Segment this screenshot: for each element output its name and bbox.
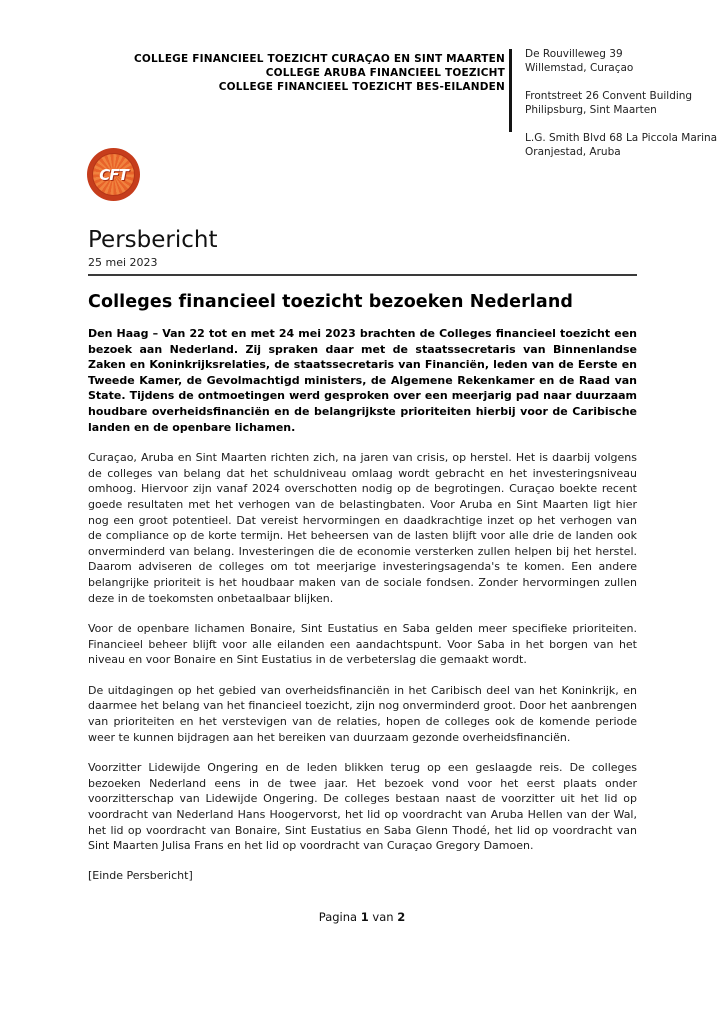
address-line: De Rouvilleweg 39 [525,48,623,60]
end-note: [Einde Persbericht] [88,868,193,882]
header-college-names [134,52,505,94]
article-text [88,326,637,854]
address-block-aruba [525,131,717,159]
lead-paragraph: Den Haag – Van 22 tot en met 24 mei 2023 brachten de Colleges financieel toezicht een bezoek aan Nederland. Zij spraken daar met de staatssecretaris van Binnenlandse Zaken en Koninkrijksrelaties, de staatssecretaris van Financiën, leden van de Eerste en Tweede Kamer, de Gevolmachtigd ministers, de Algemene Rekenkamer en de Raad van State. Tijdens de ontmoetingen werd gesproken over een meerjarig pad naar duurzaam houdbare overheidsfinanciën en de belangrijkste prioriteiten hierbij voor de Caribische landen en de openbare lichamen. [88,327,637,434]
body-paragraph: Voor de openbare lichamen Bonaire, Sint Eustatius en Saba gelden meer specifieke prioriteiten. Financieel beheer blijft voor alle eilanden een aandachtspunt. Voor Saba in het borgen van het niveau en voor Bonaire en Sint Eustatius in de verbeterslag die gemaakt wordt. [88,622,637,667]
cft-logo-text: CFT [99,165,128,184]
footer-separator: van [368,910,398,924]
page-footer [0,910,724,924]
college-name-line: COLLEGE ARUBA FINANCIEEL TOEZICHT [265,67,505,79]
document-date: 25 mei 2023 [88,256,158,269]
cft-logo-sunburst [92,153,135,196]
college-name-line: COLLEGE FINANCIEEL TOEZICHT BES-EILANDEN [218,81,505,93]
document-body [88,227,637,882]
body-paragraph: Curaçao, Aruba en Sint Maarten richten zich, na jaren van crisis, op herstel. Het is daarbij volgens de colleges van belang dat het schuldniveau omlaag wordt gebracht en het investeringsniveau omhoog. Hiervoor zijn vanaf 2024 overschotten nodig op de begrotingen. Curaçao boekte recent goede resultaten met het verhogen van de belastingbaten. Voor Aruba en Sint Maarten ligt hier nog een groot potentieel. Dat vereist hervormingen en daadkrachtige inzet op het verhogen van de compliance op de korte termijn. Het beheersen van de lasten blijft voor alle drie de landen ook onverminderd van belang. Investeringen die de economie versterken zullen helpen bij het herstel. Daarom adviseren de colleges om tot meerjarige investeringsagenda's te komen. Een andere belangrijke prioriteit is het houdbaar maken van de sociale fondsen. Zonder hervormingen zullen deze in de toekomsten onbetaalbaar blijken. [88,451,637,605]
address-line: Frontstreet 26 Convent Building [525,90,693,102]
address-line: Philipsburg, Sint Maarten [525,104,657,116]
college-name-line: COLLEGE FINANCIEEL TOEZICHT CURAÇAO EN SINT MAARTEN [134,53,505,65]
address-block-curacao [525,47,717,75]
article-title: Colleges financieel toezicht bezoeken Nederland [88,292,574,312]
footer-prefix: Pagina [318,910,361,924]
header-divider [509,49,512,132]
header-addresses [525,47,717,173]
header-rule [88,274,637,276]
address-line: L.G. Smith Blvd 68 La Piccola Marina [525,132,718,144]
document-type-title: Persbericht [88,227,218,253]
page-number: 1 [360,910,369,924]
address-line: Willemstad, Curaçao [525,62,634,74]
body-paragraph: Voorzitter Lidewijde Ongering en de leden blikken terug op een geslaagde reis. De colleges bezoeken Nederland eens in de twee jaar. Het bezoek vond voor het eerst plaats onder voorzitterschap van Lidewijde Ongering. De colleges bestaan naast de voorzitter uit het lid op voordracht van Nederland Hans Hoogervorst, het lid op voordracht van Aruba Hellen van der Wal, het lid op voordracht van Bonaire, Sint Eustatius en Saba Glenn Thodé, het lid op voordracht van Sint Maarten Julisa Frans en het lid op voordracht van Curaçao Gregory Damoen. [88,761,637,853]
cft-logo-icon [87,148,140,201]
total-pages: 2 [397,910,406,924]
address-line: Oranjestad, Aruba [525,146,621,158]
address-block-sint-maarten [525,89,717,117]
body-paragraph: De uitdagingen op het gebied van overheidsfinanciën in het Caribisch deel van het Koninkrijk, en daarmee het belang van het financieel toezicht, zijn nog onverminderd groot. Door het aanbrengen van prioriteiten en het verstevigen van de relaties, hopen de colleges ook de komende periode weer te kunnen bijdragen aan het bereiken van duurzaam gezonde overheidsfinanciën. [88,683,637,744]
